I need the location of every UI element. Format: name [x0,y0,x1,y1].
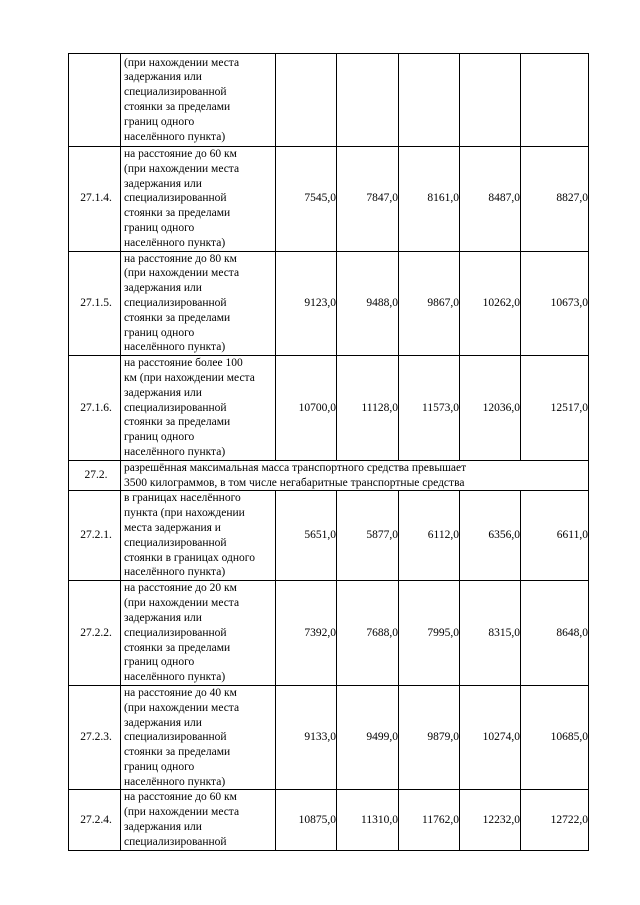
description-line: 3500 килограммов, в том числе негабаритные транспортные средства [124,476,465,489]
description-line: (при нахождении места [124,162,240,175]
description-line: населённого пункта) [124,236,226,249]
description-line: специализированной [124,626,227,639]
table-row [69,147,589,252]
table-row [69,685,589,790]
description-line: на расстояние до 60 км [124,148,237,160]
tariff-value-1: 5651,0 [276,491,337,581]
row-description [121,356,276,461]
description-line: границ одного [124,326,195,339]
tariff-value-3: 6112,0 [399,491,460,581]
tariff-value-1: 10700,0 [276,356,337,461]
description-line: специализированной [124,835,227,848]
tariff-value-5 [521,54,589,147]
tariff-value-2: 5877,0 [337,491,399,581]
description-line: (при нахождении места [124,806,240,819]
description-line: задержания или [124,177,202,190]
tariff-value-5: 10685,0 [521,685,589,790]
tariff-value-4 [460,54,521,147]
tariff-table-body [69,54,589,851]
description-line: на расстояние до 80 км [124,252,237,265]
description-line: места задержания и [124,522,221,535]
row-description [121,54,276,147]
description-line: стоянки за пределами [124,641,231,654]
tariff-value-4: 8487,0 [460,147,521,252]
row-description [121,790,276,850]
description-line: на расстояние более 100 [124,357,243,370]
tariff-value-1: 7392,0 [276,581,337,686]
row-code: 27.1.4. [69,147,121,252]
tariff-value-3: 7995,0 [399,581,460,686]
row-description [121,251,276,356]
tariff-value-4: 6356,0 [460,491,521,581]
tariff-value-5: 8827,0 [521,147,589,252]
tariff-value-1: 10875,0 [276,790,337,850]
row-code: 27.1.6. [69,356,121,461]
description-line: населённого пункта) [124,341,226,354]
description-line: (при нахождении места [124,701,240,714]
tariff-value-4: 8315,0 [460,581,521,686]
row-description [121,581,276,686]
row-section-description [121,460,589,491]
description-line: границ одного [124,115,195,128]
description-line: границ одного [124,760,195,773]
table-row [69,356,589,461]
description-line: стоянки за пределами [124,416,231,429]
row-description [121,147,276,252]
table-row [69,581,589,686]
tariff-value-5: 12517,0 [521,356,589,461]
tariff-value-2: 11310,0 [337,790,399,850]
row-code: 27.2.2. [69,581,121,686]
description-line: стоянки за пределами [124,311,231,324]
tariff-value-4: 10274,0 [460,685,521,790]
description-line: специализированной [124,731,227,744]
row-description [121,491,276,581]
table-row [69,460,589,491]
tariff-value-3: 9867,0 [399,251,460,356]
description-line: стоянки за пределами [124,101,231,113]
tariff-value-5: 8648,0 [521,581,589,686]
tariff-value-1: 9133,0 [276,685,337,790]
row-code: 27.2.3. [69,685,121,790]
description-line: задержания или [124,821,202,834]
tariff-value-1: 9123,0 [276,251,337,356]
table-row [69,790,589,850]
tariff-value-4: 12036,0 [460,356,521,461]
tariff-value-4: 10262,0 [460,251,521,356]
description-line: (при нахождении места [124,267,240,280]
description-line: задержания или [124,716,202,729]
description-line: задержания или [124,386,202,399]
table-row [69,54,589,147]
row-code: 27.2.1. [69,491,121,581]
tariff-table [68,53,589,851]
tariff-value-2: 7688,0 [337,581,399,686]
description-line: задержания или [124,611,202,624]
row-code [69,54,121,147]
description-line: разрешённая максимальная масса транспортного средства превышает [124,461,467,474]
tariff-value-3 [399,54,460,147]
description-line: границ одного [124,221,195,234]
tariff-value-2: 7847,0 [337,147,399,252]
description-line: населённого пункта) [124,445,226,458]
description-line: стоянки за пределами [124,207,231,220]
description-line: задержания или [124,282,202,295]
row-code: 27.1.5. [69,251,121,356]
description-line: (при нахождении места [124,597,240,610]
tariff-value-2 [337,54,399,147]
description-line: специализированной [124,86,227,99]
tariff-value-3: 11573,0 [399,356,460,461]
description-line: населённого пункта) [124,671,226,684]
description-line: на расстояние до 20 км [124,582,237,595]
description-line: км (при нахождении места [124,371,255,384]
table-row [69,491,589,581]
description-line: в границах населённого [124,492,241,505]
description-line: населённого пункта) [124,775,226,788]
tariff-value-3: 11762,0 [399,790,460,850]
description-line: специализированной [124,192,227,205]
tariff-value-3: 8161,0 [399,147,460,252]
description-line: (при нахождении места [124,56,240,69]
description-line: стоянки в границах одного [124,551,255,564]
row-description [121,685,276,790]
description-line: населённого пункта) [124,566,226,579]
description-line: специализированной [124,401,227,414]
description-line: специализированной [124,296,227,309]
description-line: границ одного [124,431,195,444]
description-line: стоянки за пределами [124,746,231,759]
row-code: 27.2. [69,460,121,491]
tariff-value-1 [276,54,337,147]
table-row [69,251,589,356]
tariff-value-5: 10673,0 [521,251,589,356]
description-line: специализированной [124,536,227,549]
row-code: 27.2.4. [69,790,121,850]
description-line: населённого пункта) [124,130,226,143]
description-line: границ одного [124,656,195,669]
tariff-value-2: 9488,0 [337,251,399,356]
description-line: на расстояние до 60 км [124,791,237,804]
description-line: задержания или [124,71,202,84]
tariff-value-4: 12232,0 [460,790,521,850]
description-line: на расстояние до 40 км [124,686,237,699]
description-line: пункта (при нахождении [124,507,245,520]
tariff-value-5: 6611,0 [521,491,589,581]
tariff-value-1: 7545,0 [276,147,337,252]
tariff-value-3: 9879,0 [399,685,460,790]
tariff-value-5: 12722,0 [521,790,589,850]
tariff-value-2: 9499,0 [337,685,399,790]
tariff-value-2: 11128,0 [337,356,399,461]
